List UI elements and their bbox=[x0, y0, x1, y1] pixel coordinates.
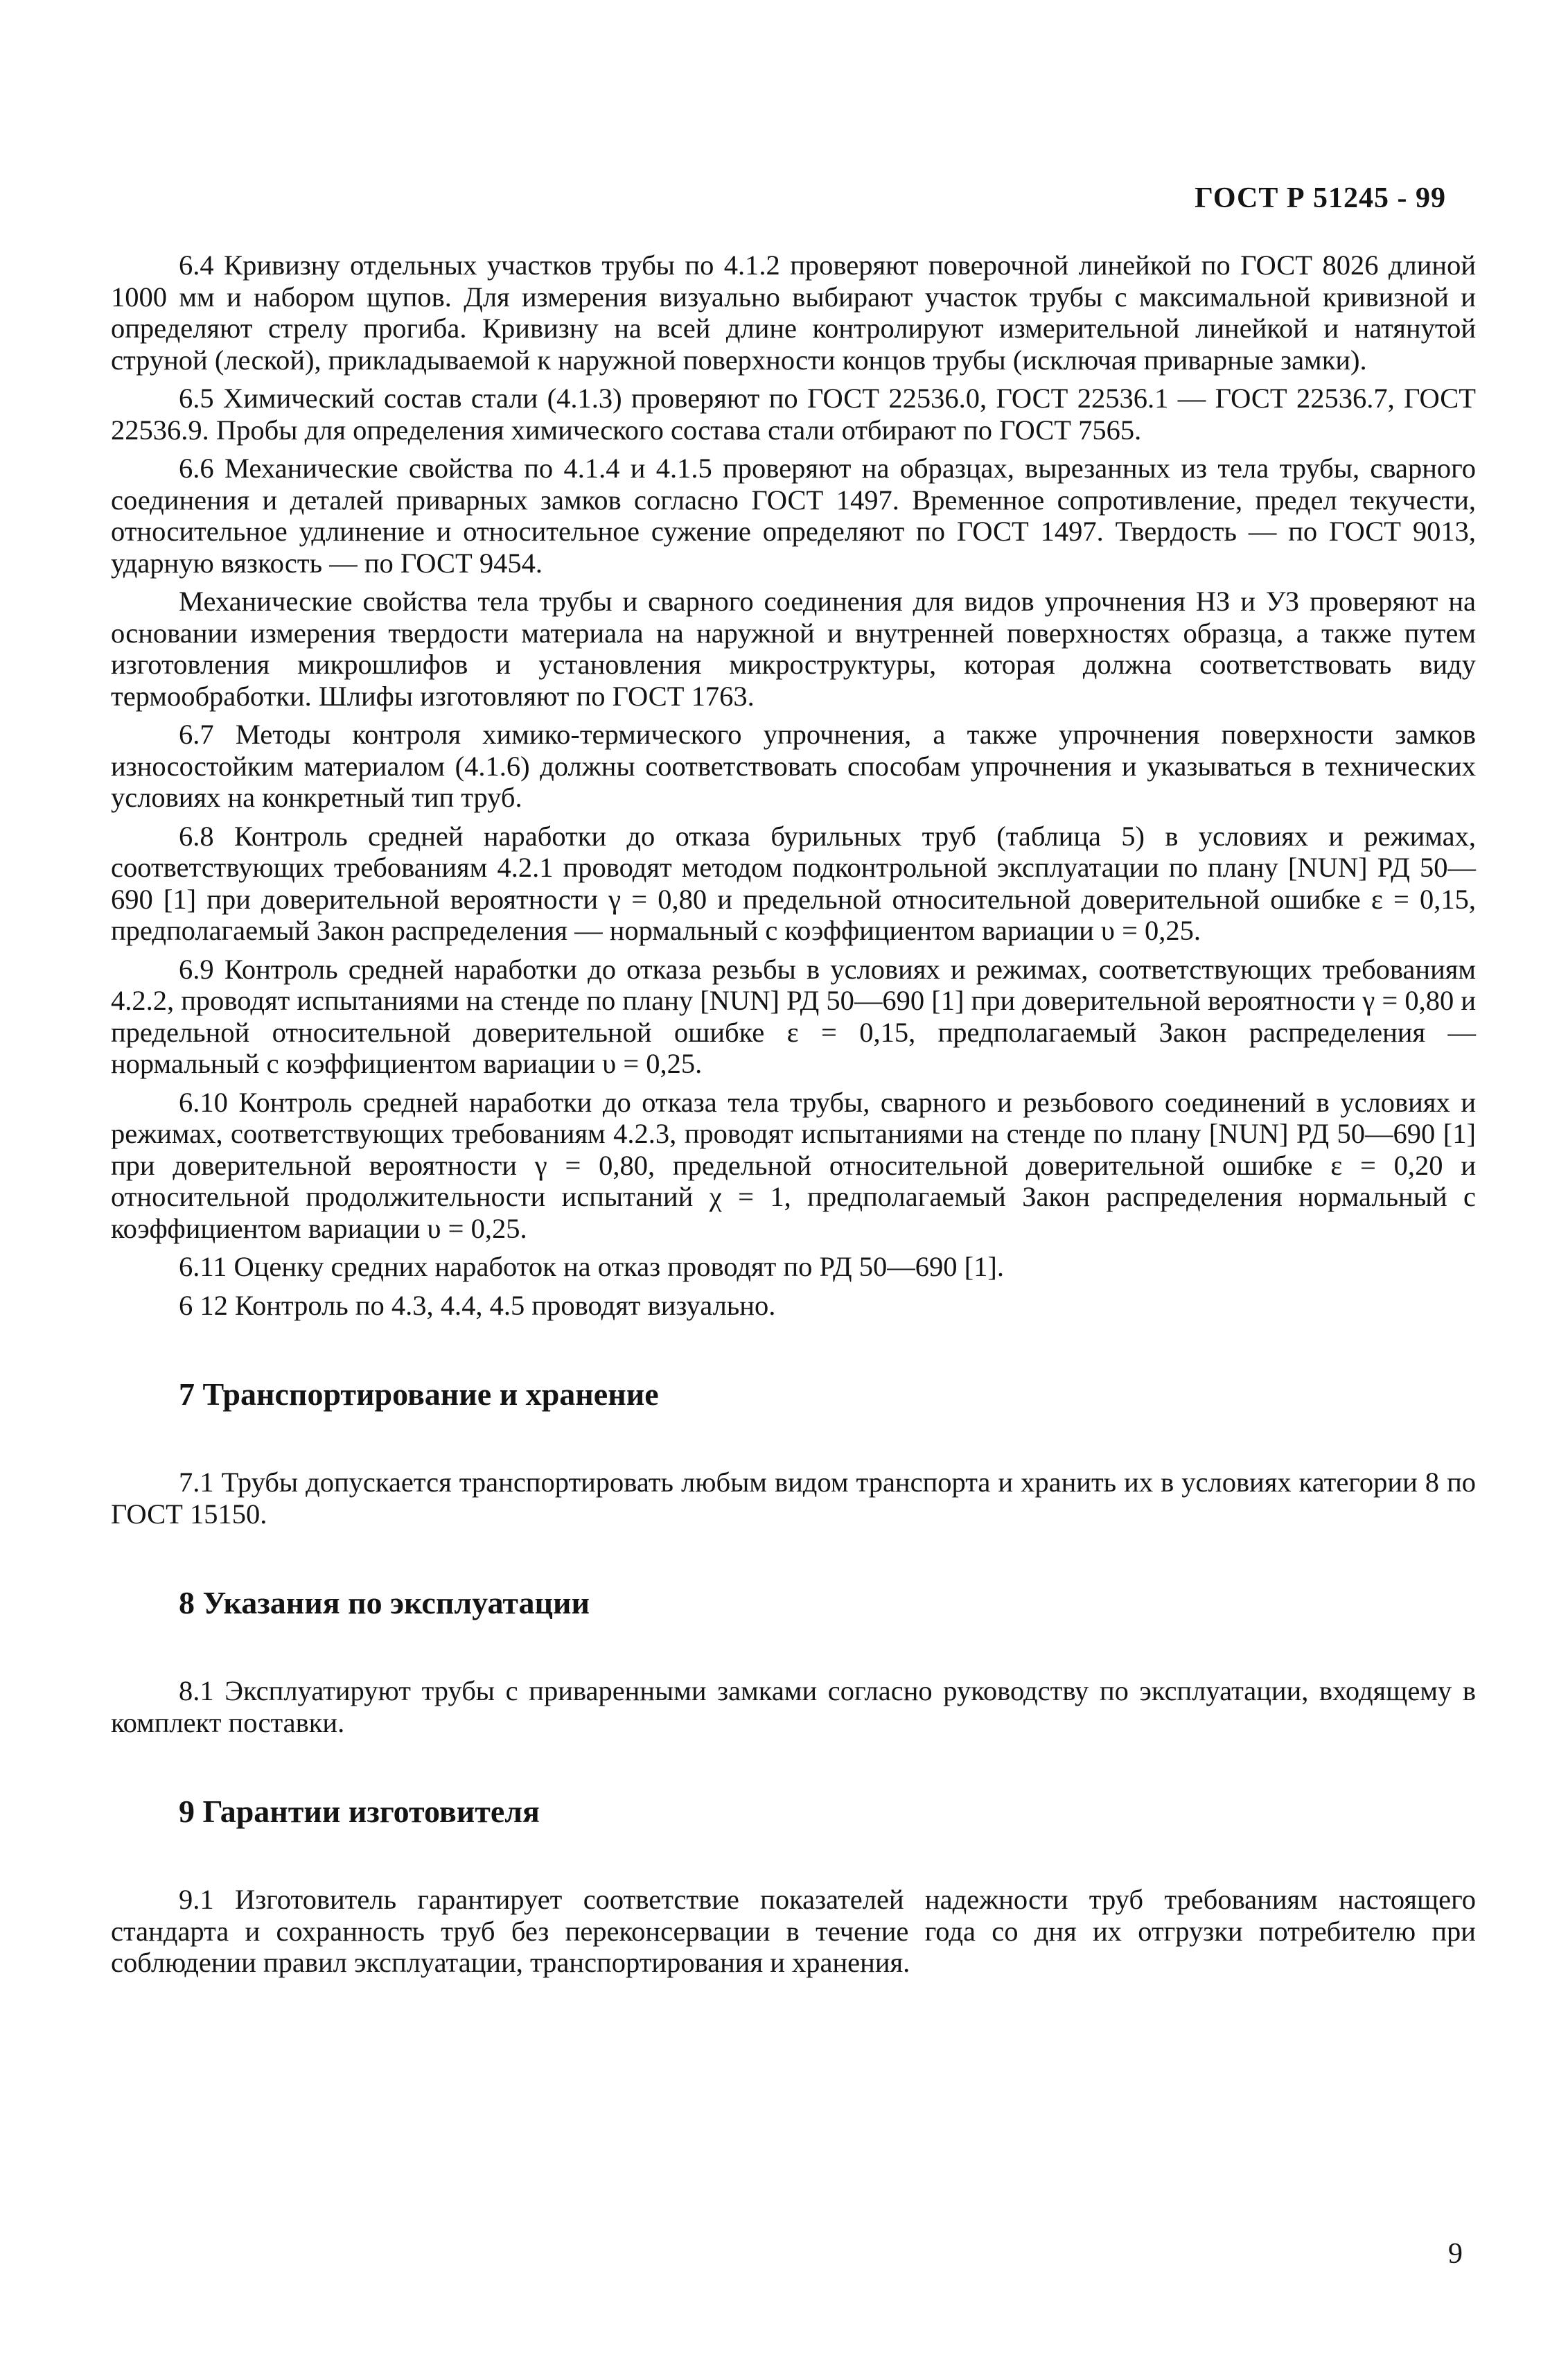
paragraph-6-4: 6.4 Кривизну отдельных участков трубы по 4.1.2 проверяют поверочной линейкой по ГОСТ 8026 длиной 1000 мм и набором щупов. Для измерения визуально выбирают участок трубы с максимальной кривизной и определяют стрелу прогиба. Кривизну на всей длине контролируют измерительной линейкой и натянутой струной (леской), прикладываемой к наружной поверхности концов трубы (исключая приварные замки). bbox=[111, 250, 1476, 376]
paragraph-6-11: 6.11 Оценку средних наработок на отказ проводят по РД 50—690 [1]. bbox=[179, 1251, 1004, 1282]
page-number: 9 bbox=[1448, 2238, 1463, 2270]
paragraph-6-8: 6.8 Контроль средней наработки до отказа бурильных труб (таблица 5) в условиях и режимах, соответствующих требованиям 4.2.1 проводят методом подконтрольной эксплуатации по плану [NUN] РД 50—690 [1] при доверительной вероятности γ = 0,80 и предельной относительной доверительной ошибке ε = 0,15, предполагаемый Закон распределения — нормальный с коэффициентом вариации υ = 0,25. bbox=[111, 820, 1476, 946]
paragraph-6-6-continued: Механические свойства тела трубы и сварного соединения для видов упрочнения НЗ и УЗ проверяют на основании измерения твердости материала на наружной и внутренней поверхностях образца, а также путем изготовления микрошлифов и установления микроструктуры, которая должна соответствовать виду термообработки. Шлифы изготовляют по ГОСТ 1763. bbox=[111, 586, 1476, 712]
section-heading-7: 7 Транспортирование и хранение bbox=[179, 1376, 659, 1412]
section-heading-9: 9 Гарантии изготовителя bbox=[179, 1794, 540, 1829]
section-heading-8: 8 Указания по эксплуатации bbox=[179, 1585, 590, 1620]
paragraph-6-6: 6.6 Механические свойства по 4.1.4 и 4.1.5 проверяют на образцах, вырезанных из тела трубы, сварного соединения и деталей приварных замков согласно ГОСТ 1497. Временное сопротивление, предел текучести, относительное удлинение и относительное сужение определяют по ГОСТ 1497. Твердость — по ГОСТ 9013, ударную вязкость — по ГОСТ 9454. bbox=[111, 453, 1476, 579]
page-content bbox=[111, 250, 1476, 1979]
paragraph-6-10: 6.10 Контроль средней наработки до отказа тела трубы, сварного и резьбового соединений в условиях и режимах, соответствующих требованиям 4.2.3, проводят испытаниями на стенде по плану [NUN] РД 50—690 [1] при доверительной вероятности γ = 0,80, предельной относительной доверительной ошибке ε = 0,20 и относительной продолжительности испытаний χ = 1, предполагаемый Закон распределения нормальный с коэффициентом вариации υ = 0,25. bbox=[111, 1086, 1476, 1244]
document-code-header: ГОСТ Р 51245 - 99 bbox=[1195, 182, 1446, 214]
paragraph-6-7: 6.7 Методы контроля химико-термического упрочнения, а также упрочнения поверхности замков износостойким материалом (4.1.6) должны соответствовать способам упрочнения и указываться в технических условиях на конкретный тип труб. bbox=[111, 719, 1476, 813]
paragraph-6-12: 6 12 Контроль по 4.3, 4.4, 4.5 проводят визуально. bbox=[179, 1289, 776, 1321]
paragraph-6-5: 6.5 Химический состав стали (4.1.3) проверяют по ГОСТ 22536.0, ГОСТ 22536.1 — ГОСТ 22536.7, ГОСТ 22536.9. Пробы для определения химического состава стали отбирают по ГОСТ 7565. bbox=[111, 383, 1476, 446]
paragraph-8-1: 8.1 Эксплуатируют трубы с приваренными замками согласно руководству по эксплуатации, входящему в комплект поставки. bbox=[111, 1675, 1476, 1738]
paragraph-9-1: 9.1 Изготовитель гарантирует соответствие показателей надежности труб требованиям настоящего стандарта и сохранность труб без переконсервации в течение года со дня их отгрузки потребителю при соблюдении правил эксплуатации, транспортирования и хранения. bbox=[111, 1884, 1476, 1978]
paragraph-6-9: 6.9 Контроль средней наработки до отказа резьбы в условиях и режимах, соответствующих требованиям 4.2.2, проводят испытаниями на стенде по плану [NUN] РД 50—690 [1] при доверительной вероятности γ = 0,80 и предельной относительной доверительной ошибке ε = 0,15, предполагаемый Закон распределения — нормальный с коэффициентом вариации υ = 0,25. bbox=[111, 953, 1477, 1079]
paragraph-7-1: 7.1 Трубы допускается транспортировать любым видом транспорта и хранить их в условиях категории 8 по ГОСТ 15150. bbox=[111, 1467, 1476, 1530]
